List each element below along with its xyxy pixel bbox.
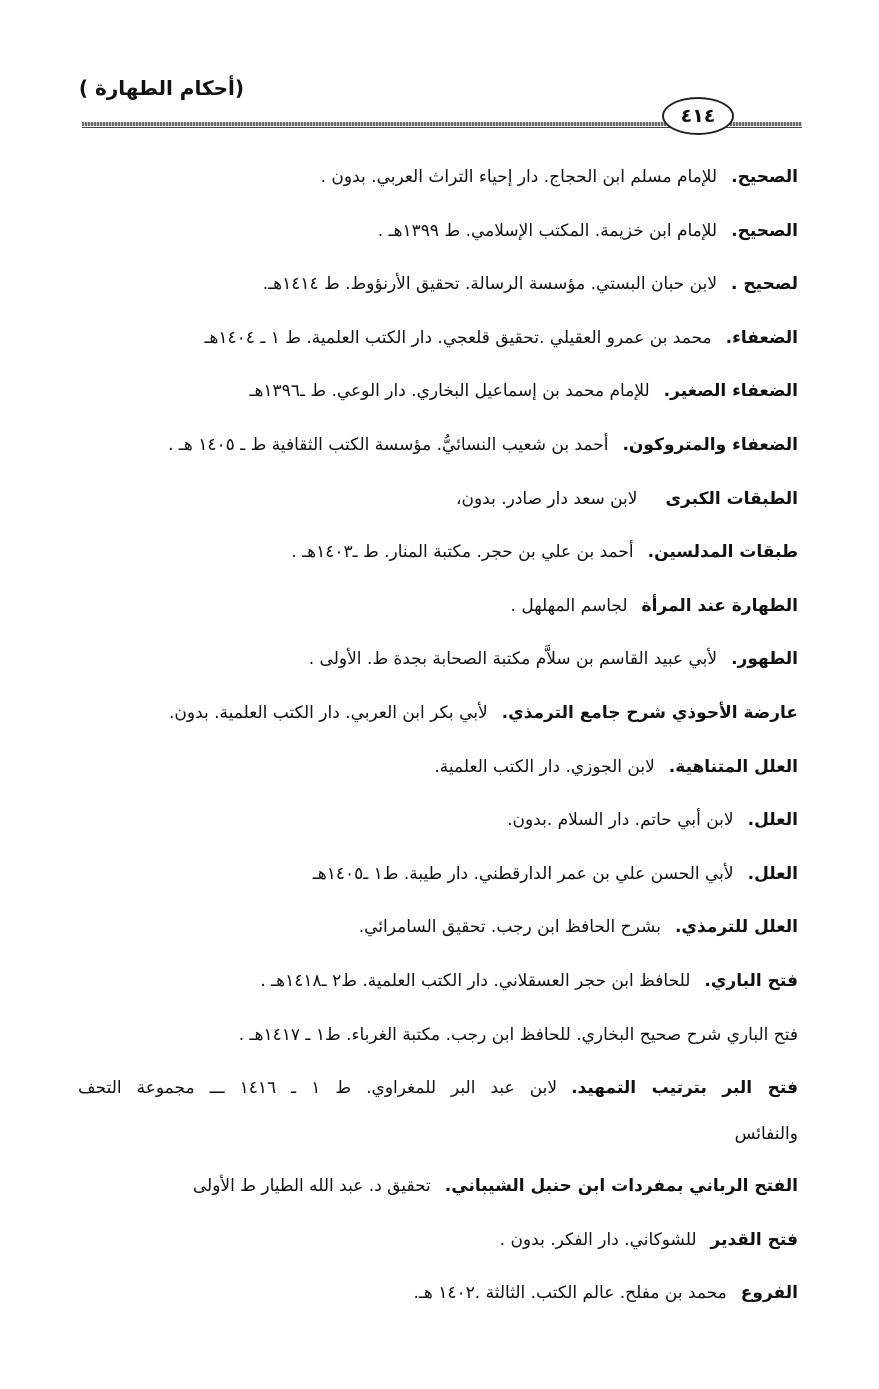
entry-details: فتح الباري شرح صحيح البخاري. للحافظ ابن رجب. مكتبة الغرباء. ط١ ـ ١٤١٧هـ . — [238, 1024, 798, 1045]
entry-title: فتح الباري. — [704, 970, 798, 991]
entry-title: فتح البر بترتيب التمهيد. — [571, 1078, 798, 1099]
entry-title: طبقات المدلسين. — [647, 542, 798, 563]
entry-details: للحافظ ابن حجر العسقلاني. دار الكتب العلمية. ط٢ ـ١٤١٨هـ . — [260, 970, 691, 991]
entry-title: الفروع — [740, 1283, 798, 1304]
entry-title: لصحيح . — [731, 274, 798, 295]
entry-title: العلل للترمذي. — [674, 917, 798, 938]
entry-title: الضعفاء. — [725, 327, 798, 348]
entry-title: الصحيح. — [731, 220, 798, 241]
entry-title: العلل. — [747, 810, 798, 831]
entry-details: أحمد بن شعيب النسائيُّ. مؤسسة الكتب الثقافية ط ـ ١٤٠٥ هـ . — [168, 434, 609, 455]
bibliography-entry — [78, 639, 798, 693]
bibliography-entry — [78, 211, 798, 265]
running-title: (أحكام الطهارة ) — [78, 76, 244, 100]
bibliography-entry — [78, 693, 798, 747]
bibliography-entry — [78, 532, 798, 586]
entry-details: لابن سعد دار صادر. بدون، — [455, 488, 638, 509]
bibliography-entry — [78, 1015, 798, 1069]
entry-details: محمد بن مفلح. عالم الكتب. الثالثة .١٤٠٢ هـ. — [413, 1283, 727, 1304]
entry-title: عارضة الأحوذي شرح جامع الترمذي. — [501, 702, 798, 723]
entry-details: للإمام مسلم ابن الحجاج. دار إحياء التراث العربي. بدون . — [320, 167, 718, 187]
entry-details: لأبي عبيد القاسم بن سلاَّم مكتبة الصحابة بجدة ط. الأولى . — [308, 649, 718, 670]
entry-details: لابن الجوزي. دار الكتب العلمية. — [434, 756, 655, 777]
bibliography-entry — [78, 854, 798, 908]
entry-title: الضعفاء الصغير. — [663, 381, 798, 402]
bibliography-entry — [78, 961, 798, 1015]
bibliography-list — [78, 157, 798, 1327]
entry-details: تحقيق د. عبد الله الطيار ط الأولى — [192, 1176, 431, 1197]
entry-details: والنفائس — [734, 1124, 798, 1145]
entry-details: لابن حبان البستي. مؤسسة الرسالة. تحقيق الأرنؤوط. ط ١٤١٤هـ. — [262, 274, 718, 295]
entry-title: فتح القدير — [710, 1229, 798, 1250]
entry-details: محمد بن عمرو العقيلي .تحقيق قلعجي. دار الكتب العلمية. ط ١ ـ ١٤٠٤هـ — [204, 327, 712, 348]
bibliography-entry — [78, 586, 798, 640]
bibliography-entry — [78, 747, 798, 801]
entry-details: لابن أبي حاتم. دار السلام .بدون. — [507, 810, 734, 831]
bibliography-entry — [78, 907, 798, 961]
entry-details: بشرح الحافظ ابن رجب. تحقيق السامرائي. — [358, 917, 661, 938]
entry-title: الصحيح. — [731, 167, 798, 187]
page-number-badge — [662, 97, 734, 135]
entry-title: الضعفاء والمتروكون. — [622, 434, 798, 455]
entry-title: الطهور. — [731, 649, 798, 670]
bibliography-entry — [78, 425, 798, 479]
bibliography-entry — [78, 371, 798, 425]
entry-details: لجاسم المهلهل . — [510, 595, 628, 616]
entry-title: الفتح الرباني بمفردات ابن حنبل الشيباني. — [444, 1176, 798, 1197]
bibliography-entry — [78, 318, 798, 372]
bibliography-entry-continuation — [78, 1114, 798, 1166]
entry-title: العلل المتناهية. — [668, 756, 798, 777]
entry-details: لابن عبد البر للمغراوي. ط ١ ـ ١٤١٦ ـــ مجموعة التحف — [78, 1078, 558, 1099]
entry-details: لأبي بكر ابن العربي. دار الكتب العلمية. بدون. — [168, 702, 488, 723]
entry-title: الطبقات الكبرى — [665, 488, 798, 509]
entry-details: للشوكاني. دار الفكر. بدون . — [499, 1229, 697, 1250]
bibliography-entry — [78, 264, 798, 318]
entry-details: للإمام محمد بن إسماعيل البخاري. دار الوعي. ط ـ١٣٩٦هـ — [249, 381, 650, 402]
bibliography-entry — [78, 157, 798, 211]
page-number: ٤١٤ — [680, 105, 716, 127]
entry-title: الطهارة عند المرأة — [641, 595, 798, 616]
bibliography-entry — [78, 800, 798, 854]
bibliography-entry — [78, 479, 798, 533]
entry-details: لأبي الحسن علي بن عمر الدارقطني. دار طيبة. ط١ ـ١٤٠٥هـ — [312, 863, 734, 884]
bibliography-entry — [78, 1273, 798, 1327]
bibliography-entry — [78, 1166, 798, 1220]
bibliography-entry — [78, 1068, 798, 1114]
entry-details: للإمام ابن خزيمة. المكتب الإسلامي. ط ١٣٩٩هـ . — [377, 220, 718, 241]
bibliography-entry — [78, 1220, 798, 1274]
entry-title: العلل. — [747, 863, 798, 884]
entry-details: أحمد بن علي بن حجر. مكتبة المنار. ط ـ١٤٠٣هـ . — [291, 542, 634, 563]
